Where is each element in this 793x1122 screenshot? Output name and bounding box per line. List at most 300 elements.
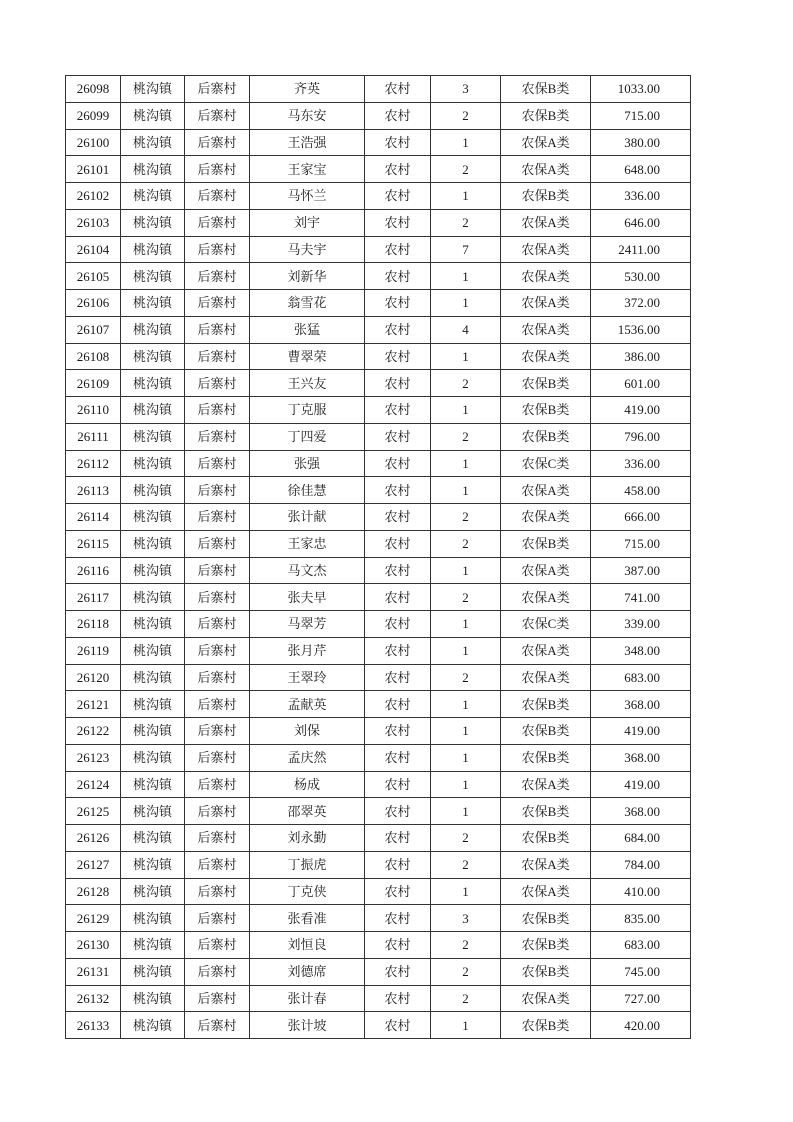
cell-insurance_category: 农保A类 [501, 263, 591, 290]
cell-insurance_category: 农保B类 [501, 370, 591, 397]
cell-village: 后寨村 [185, 397, 250, 424]
table-row [66, 878, 691, 905]
cell-person_count: 2 [431, 851, 501, 878]
cell-household_type: 农村 [365, 450, 431, 477]
table-row [66, 183, 691, 210]
cell-name: 马夫宇 [250, 236, 365, 263]
table-row [66, 798, 691, 825]
table-row [66, 263, 691, 290]
cell-town: 桃沟镇 [121, 744, 185, 771]
cell-record_id: 26110 [66, 397, 121, 424]
cell-name: 翁雪花 [250, 290, 365, 317]
cell-name: 刘恒良 [250, 932, 365, 959]
cell-person_count: 1 [431, 637, 501, 664]
cell-town: 桃沟镇 [121, 851, 185, 878]
cell-insurance_category: 农保B类 [501, 958, 591, 985]
cell-household_type: 农村 [365, 557, 431, 584]
cell-record_id: 26103 [66, 209, 121, 236]
table-row [66, 851, 691, 878]
cell-village: 后寨村 [185, 370, 250, 397]
table-row [66, 905, 691, 932]
cell-village: 后寨村 [185, 129, 250, 156]
cell-person_count: 2 [431, 156, 501, 183]
cell-record_id: 26100 [66, 129, 121, 156]
cell-household_type: 农村 [365, 718, 431, 745]
cell-household_type: 农村 [365, 263, 431, 290]
cell-town: 桃沟镇 [121, 584, 185, 611]
cell-name: 马文杰 [250, 557, 365, 584]
cell-insurance_category: 农保A类 [501, 985, 591, 1012]
cell-household_type: 农村 [365, 504, 431, 531]
cell-insurance_category: 农保B类 [501, 183, 591, 210]
table-row [66, 825, 691, 852]
cell-record_id: 26112 [66, 450, 121, 477]
cell-person_count: 1 [431, 183, 501, 210]
cell-insurance_category: 农保C类 [501, 450, 591, 477]
cell-village: 后寨村 [185, 236, 250, 263]
cell-amount: 372.00 [591, 290, 691, 317]
cell-household_type: 农村 [365, 851, 431, 878]
table-row [66, 1012, 691, 1039]
cell-name: 张猛 [250, 316, 365, 343]
cell-household_type: 农村 [365, 156, 431, 183]
cell-insurance_category: 农保B类 [501, 905, 591, 932]
cell-record_id: 26114 [66, 504, 121, 531]
cell-name: 刘新华 [250, 263, 365, 290]
table-row [66, 102, 691, 129]
cell-household_type: 农村 [365, 370, 431, 397]
cell-insurance_category: 农保B类 [501, 691, 591, 718]
cell-record_id: 26128 [66, 878, 121, 905]
cell-village: 后寨村 [185, 825, 250, 852]
cell-town: 桃沟镇 [121, 504, 185, 531]
cell-person_count: 7 [431, 236, 501, 263]
table-row [66, 985, 691, 1012]
cell-record_id: 26133 [66, 1012, 121, 1039]
cell-record_id: 26105 [66, 263, 121, 290]
cell-town: 桃沟镇 [121, 691, 185, 718]
cell-insurance_category: 农保A类 [501, 129, 591, 156]
cell-insurance_category: 农保A类 [501, 557, 591, 584]
cell-household_type: 农村 [365, 744, 431, 771]
cell-name: 齐英 [250, 76, 365, 103]
cell-person_count: 2 [431, 932, 501, 959]
cell-amount: 368.00 [591, 691, 691, 718]
cell-amount: 419.00 [591, 771, 691, 798]
cell-household_type: 农村 [365, 771, 431, 798]
cell-village: 后寨村 [185, 851, 250, 878]
cell-town: 桃沟镇 [121, 958, 185, 985]
cell-insurance_category: 农保A类 [501, 637, 591, 664]
cell-insurance_category: 农保B类 [501, 1012, 591, 1039]
cell-amount: 410.00 [591, 878, 691, 905]
cell-village: 后寨村 [185, 209, 250, 236]
cell-name: 刘德席 [250, 958, 365, 985]
cell-insurance_category: 农保B类 [501, 932, 591, 959]
cell-town: 桃沟镇 [121, 905, 185, 932]
cell-town: 桃沟镇 [121, 450, 185, 477]
cell-insurance_category: 农保A类 [501, 771, 591, 798]
cell-village: 后寨村 [185, 744, 250, 771]
cell-village: 后寨村 [185, 183, 250, 210]
cell-village: 后寨村 [185, 423, 250, 450]
cell-village: 后寨村 [185, 102, 250, 129]
cell-record_id: 26102 [66, 183, 121, 210]
cell-town: 桃沟镇 [121, 530, 185, 557]
cell-person_count: 1 [431, 450, 501, 477]
cell-household_type: 农村 [365, 530, 431, 557]
cell-household_type: 农村 [365, 584, 431, 611]
cell-village: 后寨村 [185, 691, 250, 718]
cell-household_type: 农村 [365, 236, 431, 263]
cell-amount: 835.00 [591, 905, 691, 932]
cell-record_id: 26117 [66, 584, 121, 611]
cell-insurance_category: 农保A类 [501, 156, 591, 183]
cell-name: 刘保 [250, 718, 365, 745]
cell-amount: 646.00 [591, 209, 691, 236]
table-row [66, 129, 691, 156]
cell-insurance_category: 农保B类 [501, 423, 591, 450]
table-row [66, 316, 691, 343]
cell-household_type: 农村 [365, 798, 431, 825]
cell-town: 桃沟镇 [121, 1012, 185, 1039]
cell-household_type: 农村 [365, 1012, 431, 1039]
cell-record_id: 26118 [66, 611, 121, 638]
cell-name: 刘永勤 [250, 825, 365, 852]
cell-village: 后寨村 [185, 985, 250, 1012]
cell-village: 后寨村 [185, 878, 250, 905]
cell-town: 桃沟镇 [121, 236, 185, 263]
cell-insurance_category: 农保B类 [501, 825, 591, 852]
cell-insurance_category: 农保B类 [501, 798, 591, 825]
cell-town: 桃沟镇 [121, 370, 185, 397]
cell-town: 桃沟镇 [121, 183, 185, 210]
cell-household_type: 农村 [365, 76, 431, 103]
cell-insurance_category: 农保A类 [501, 343, 591, 370]
cell-name: 丁克侠 [250, 878, 365, 905]
cell-amount: 666.00 [591, 504, 691, 531]
cell-household_type: 农村 [365, 183, 431, 210]
cell-household_type: 农村 [365, 932, 431, 959]
cell-record_id: 26116 [66, 557, 121, 584]
table-row [66, 504, 691, 531]
cell-town: 桃沟镇 [121, 76, 185, 103]
cell-person_count: 1 [431, 771, 501, 798]
cell-village: 后寨村 [185, 504, 250, 531]
cell-household_type: 农村 [365, 397, 431, 424]
cell-amount: 796.00 [591, 423, 691, 450]
table-row [66, 557, 691, 584]
cell-amount: 648.00 [591, 156, 691, 183]
cell-name: 马东安 [250, 102, 365, 129]
table-row [66, 691, 691, 718]
cell-village: 后寨村 [185, 530, 250, 557]
cell-person_count: 1 [431, 397, 501, 424]
cell-name: 王翠玲 [250, 664, 365, 691]
cell-name: 张计坡 [250, 1012, 365, 1039]
cell-record_id: 26107 [66, 316, 121, 343]
cell-amount: 336.00 [591, 450, 691, 477]
cell-amount: 784.00 [591, 851, 691, 878]
cell-record_id: 26122 [66, 718, 121, 745]
cell-amount: 1536.00 [591, 316, 691, 343]
cell-town: 桃沟镇 [121, 771, 185, 798]
cell-name: 马翠芳 [250, 611, 365, 638]
cell-town: 桃沟镇 [121, 102, 185, 129]
cell-village: 后寨村 [185, 557, 250, 584]
table-row [66, 771, 691, 798]
cell-amount: 727.00 [591, 985, 691, 1012]
cell-record_id: 26125 [66, 798, 121, 825]
cell-person_count: 1 [431, 798, 501, 825]
cell-household_type: 农村 [365, 878, 431, 905]
cell-person_count: 2 [431, 504, 501, 531]
cell-amount: 339.00 [591, 611, 691, 638]
cell-amount: 348.00 [591, 637, 691, 664]
cell-town: 桃沟镇 [121, 985, 185, 1012]
cell-name: 曹翠荣 [250, 343, 365, 370]
cell-person_count: 1 [431, 129, 501, 156]
cell-name: 王兴友 [250, 370, 365, 397]
table-row [66, 423, 691, 450]
cell-town: 桃沟镇 [121, 263, 185, 290]
cell-amount: 387.00 [591, 557, 691, 584]
table-row [66, 718, 691, 745]
cell-insurance_category: 农保B类 [501, 102, 591, 129]
table-row [66, 477, 691, 504]
cell-village: 后寨村 [185, 905, 250, 932]
cell-record_id: 26127 [66, 851, 121, 878]
cell-person_count: 2 [431, 825, 501, 852]
cell-record_id: 26123 [66, 744, 121, 771]
cell-household_type: 农村 [365, 343, 431, 370]
cell-household_type: 农村 [365, 637, 431, 664]
table-row [66, 290, 691, 317]
cell-amount: 419.00 [591, 718, 691, 745]
cell-person_count: 1 [431, 343, 501, 370]
cell-person_count: 1 [431, 691, 501, 718]
table-row [66, 530, 691, 557]
cell-household_type: 农村 [365, 958, 431, 985]
records-table-body [66, 76, 691, 1039]
records-table [65, 75, 691, 1039]
table-row [66, 236, 691, 263]
cell-household_type: 农村 [365, 129, 431, 156]
cell-amount: 420.00 [591, 1012, 691, 1039]
cell-record_id: 26113 [66, 477, 121, 504]
cell-town: 桃沟镇 [121, 129, 185, 156]
cell-town: 桃沟镇 [121, 156, 185, 183]
table-row [66, 664, 691, 691]
cell-amount: 380.00 [591, 129, 691, 156]
cell-village: 后寨村 [185, 958, 250, 985]
cell-household_type: 农村 [365, 290, 431, 317]
cell-household_type: 农村 [365, 423, 431, 450]
cell-insurance_category: 农保A类 [501, 236, 591, 263]
cell-village: 后寨村 [185, 664, 250, 691]
table-row [66, 450, 691, 477]
cell-insurance_category: 农保A类 [501, 878, 591, 905]
cell-insurance_category: 农保A类 [501, 290, 591, 317]
table-row [66, 76, 691, 103]
cell-village: 后寨村 [185, 798, 250, 825]
cell-record_id: 26121 [66, 691, 121, 718]
cell-insurance_category: 农保B类 [501, 744, 591, 771]
cell-village: 后寨村 [185, 477, 250, 504]
cell-record_id: 26129 [66, 905, 121, 932]
table-row [66, 343, 691, 370]
cell-amount: 715.00 [591, 530, 691, 557]
cell-household_type: 农村 [365, 985, 431, 1012]
cell-town: 桃沟镇 [121, 316, 185, 343]
cell-name: 张计春 [250, 985, 365, 1012]
cell-village: 后寨村 [185, 156, 250, 183]
table-row [66, 209, 691, 236]
cell-record_id: 26106 [66, 290, 121, 317]
cell-name: 丁振虎 [250, 851, 365, 878]
cell-insurance_category: 农保A类 [501, 664, 591, 691]
cell-village: 后寨村 [185, 771, 250, 798]
cell-record_id: 26120 [66, 664, 121, 691]
cell-record_id: 26132 [66, 985, 121, 1012]
cell-person_count: 1 [431, 290, 501, 317]
cell-amount: 419.00 [591, 397, 691, 424]
cell-insurance_category: 农保B类 [501, 397, 591, 424]
cell-town: 桃沟镇 [121, 825, 185, 852]
cell-person_count: 3 [431, 905, 501, 932]
cell-person_count: 2 [431, 423, 501, 450]
cell-town: 桃沟镇 [121, 798, 185, 825]
cell-amount: 683.00 [591, 664, 691, 691]
cell-amount: 601.00 [591, 370, 691, 397]
cell-amount: 530.00 [591, 263, 691, 290]
cell-person_count: 1 [431, 1012, 501, 1039]
cell-record_id: 26108 [66, 343, 121, 370]
cell-person_count: 4 [431, 316, 501, 343]
cell-insurance_category: 农保B类 [501, 76, 591, 103]
table-row [66, 584, 691, 611]
cell-name: 孟献英 [250, 691, 365, 718]
cell-village: 后寨村 [185, 718, 250, 745]
cell-record_id: 26111 [66, 423, 121, 450]
cell-person_count: 1 [431, 878, 501, 905]
cell-household_type: 农村 [365, 102, 431, 129]
cell-insurance_category: 农保A类 [501, 477, 591, 504]
cell-name: 王家忠 [250, 530, 365, 557]
cell-amount: 683.00 [591, 932, 691, 959]
cell-household_type: 农村 [365, 825, 431, 852]
cell-insurance_category: 农保B类 [501, 718, 591, 745]
cell-name: 张强 [250, 450, 365, 477]
cell-record_id: 26099 [66, 102, 121, 129]
cell-record_id: 26104 [66, 236, 121, 263]
cell-amount: 741.00 [591, 584, 691, 611]
cell-household_type: 农村 [365, 316, 431, 343]
cell-village: 后寨村 [185, 611, 250, 638]
cell-name: 王浩强 [250, 129, 365, 156]
cell-town: 桃沟镇 [121, 878, 185, 905]
cell-amount: 336.00 [591, 183, 691, 210]
cell-amount: 368.00 [591, 798, 691, 825]
cell-amount: 684.00 [591, 825, 691, 852]
cell-name: 王家宝 [250, 156, 365, 183]
cell-amount: 745.00 [591, 958, 691, 985]
cell-name: 张计献 [250, 504, 365, 531]
cell-town: 桃沟镇 [121, 343, 185, 370]
cell-village: 后寨村 [185, 290, 250, 317]
table-row [66, 958, 691, 985]
cell-record_id: 26101 [66, 156, 121, 183]
cell-insurance_category: 农保A类 [501, 504, 591, 531]
cell-household_type: 农村 [365, 905, 431, 932]
cell-name: 刘宇 [250, 209, 365, 236]
cell-person_count: 2 [431, 209, 501, 236]
cell-amount: 368.00 [591, 744, 691, 771]
cell-person_count: 1 [431, 744, 501, 771]
cell-village: 后寨村 [185, 637, 250, 664]
cell-record_id: 26126 [66, 825, 121, 852]
cell-village: 后寨村 [185, 343, 250, 370]
cell-insurance_category: 农保C类 [501, 611, 591, 638]
cell-person_count: 2 [431, 958, 501, 985]
cell-name: 张看准 [250, 905, 365, 932]
cell-village: 后寨村 [185, 1012, 250, 1039]
cell-name: 邵翠英 [250, 798, 365, 825]
cell-record_id: 26115 [66, 530, 121, 557]
cell-amount: 1033.00 [591, 76, 691, 103]
cell-village: 后寨村 [185, 450, 250, 477]
cell-person_count: 2 [431, 370, 501, 397]
cell-record_id: 26131 [66, 958, 121, 985]
cell-village: 后寨村 [185, 76, 250, 103]
cell-record_id: 26124 [66, 771, 121, 798]
cell-household_type: 农村 [365, 691, 431, 718]
cell-town: 桃沟镇 [121, 397, 185, 424]
cell-town: 桃沟镇 [121, 423, 185, 450]
cell-town: 桃沟镇 [121, 209, 185, 236]
cell-person_count: 1 [431, 557, 501, 584]
cell-village: 后寨村 [185, 932, 250, 959]
cell-town: 桃沟镇 [121, 637, 185, 664]
cell-name: 徐佳慧 [250, 477, 365, 504]
table-row [66, 932, 691, 959]
cell-town: 桃沟镇 [121, 611, 185, 638]
table-row [66, 637, 691, 664]
cell-name: 丁克服 [250, 397, 365, 424]
cell-insurance_category: 农保A类 [501, 316, 591, 343]
cell-person_count: 2 [431, 102, 501, 129]
cell-insurance_category: 农保B类 [501, 530, 591, 557]
table-row [66, 156, 691, 183]
cell-town: 桃沟镇 [121, 718, 185, 745]
cell-amount: 2411.00 [591, 236, 691, 263]
cell-person_count: 1 [431, 611, 501, 638]
cell-name: 丁四爱 [250, 423, 365, 450]
cell-record_id: 26119 [66, 637, 121, 664]
cell-insurance_category: 农保A类 [501, 851, 591, 878]
cell-village: 后寨村 [185, 316, 250, 343]
cell-record_id: 26130 [66, 932, 121, 959]
cell-household_type: 农村 [365, 611, 431, 638]
cell-village: 后寨村 [185, 584, 250, 611]
cell-name: 马怀兰 [250, 183, 365, 210]
cell-household_type: 农村 [365, 664, 431, 691]
cell-person_count: 2 [431, 530, 501, 557]
cell-name: 张夫早 [250, 584, 365, 611]
cell-person_count: 3 [431, 76, 501, 103]
cell-town: 桃沟镇 [121, 557, 185, 584]
cell-village: 后寨村 [185, 263, 250, 290]
